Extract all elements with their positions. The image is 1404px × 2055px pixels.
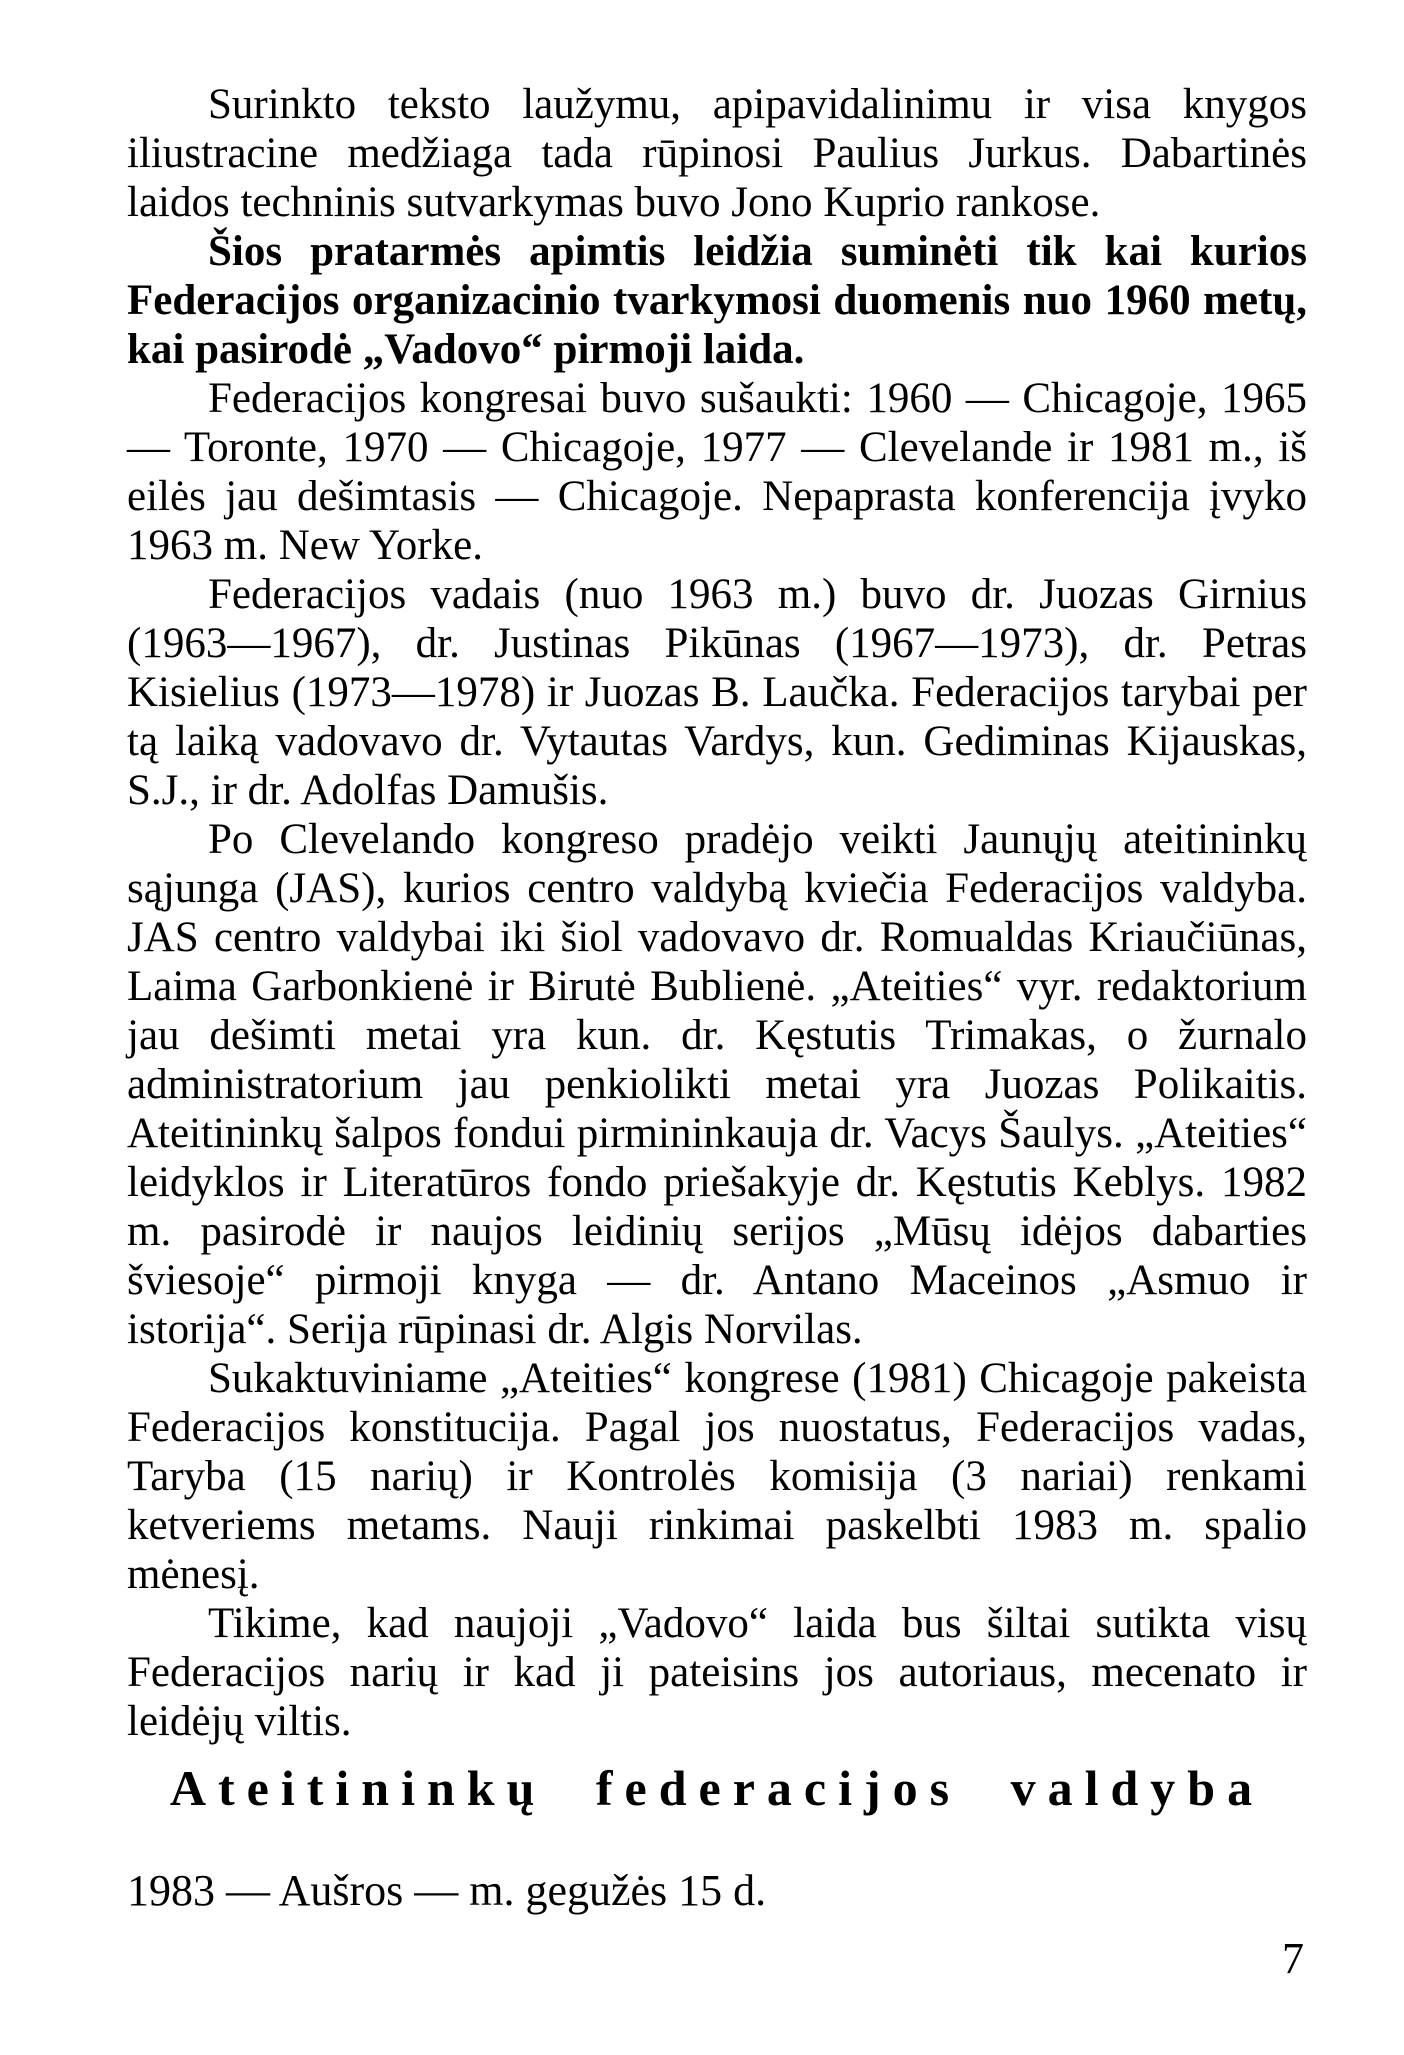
paragraph-3: Federacijos kongresai buvo sušaukti: 1960 — Chicagoje, 1965 — Toronte, 1970 — Chicagoje, 1977 — Clevelande ir 1981 m., iš eilės jau dešimtasis — Chicagoje. Nepaprasta konferencija įvyko 1963 m. New Yorke. bbox=[127, 375, 1307, 569]
paragraph-2: Šios pratarmės apimtis leidžia suminėti tik kai kurios Federacijos organizacinio tvarkymosi duomenis nuo 1960 metų, kai pasirodė „Vadovo“ pirmoji laida. bbox=[127, 228, 1307, 373]
paragraph-5: Po Clevelando kongreso pradėjo veikti Jaunųjų ateitininkų sąjunga (JAS), kurios centro valdybą kviečia Federacijos valdyba. JAS centro valdybai iki šiol vadovavo dr. Romualdas Kriaučiūnas, Laima Garbonkienė ir Birutė Bublienė. „Ateities“ vyr. redaktorium jau dešimti metai yra kun. dr. Kęstutis Trimakas, o žurnalo administratorium jau penkiolikti metai yra Juozas Polikaitis. Ateitininkų šalpos fondui pirmininkauja dr. Vacys Šaulys. „Ateities“ leidyklos ir Literatūros fondo priešakyje dr. Kęstutis Keblys. 1982 m. pasirodė ir naujos leidinių serijos „Mūsų idėjos dabarties šviesoje“ pirmoji knyga — dr. Antano Maceinos „Asmuo ir istorija“. Serija rūpinasi dr. Algis Norvilas. bbox=[127, 816, 1307, 1353]
paragraph-7: Tikime, kad naujoji „Vadovo“ laida bus šiltai sutikta visų Federacijos narių ir kad ji pateisins jos autoriaus, mecenato ir leidėjų viltis. bbox=[127, 1600, 1307, 1745]
paragraph-1: Surinkto teksto laužymu, apipavidalinimu ir visa knygos iliustracine medžiaga tada rūpinosi Paulius Jurkus. Dabartinės laidos techninis sutvarkymas buvo Jono Kuprio rankose. bbox=[127, 81, 1307, 226]
section-heading: Ateitininkų federacijos valdyba bbox=[169, 1760, 1265, 1816]
dateline: 1983 — Aušros — m. gegužės 15 d. bbox=[127, 1866, 767, 1915]
paragraph-4: Federacijos vadais (nuo 1963 m.) buvo dr. Juozas Girnius (1963—1967), dr. Justinas Pikūnas (1967—1973), dr. Petras Kisielius (1973—1978) ir Juozas B. Laučka. Federacijos tarybai per tą laiką vadovavo dr. Vytautas Vardys, kun. Gediminas Kijauskas, S.J., ir dr. Adolfas Damušis. bbox=[127, 571, 1307, 814]
paragraph-6: Sukaktuviniame „Ateities“ kongrese (1981) Chicagoje pakeista Federacijos konstitucija. Pagal jos nuostatus, Federacijos vadas, Taryba (15 narių) ir Kontrolės komisija (3 nariai) renkami ketveriems metams. Nauji rinkimai paskelbti 1983 m. spalio mėnesį. bbox=[127, 1355, 1307, 1598]
preface-text-block bbox=[127, 80, 1307, 1916]
page-number: 7 bbox=[1282, 1934, 1304, 1983]
